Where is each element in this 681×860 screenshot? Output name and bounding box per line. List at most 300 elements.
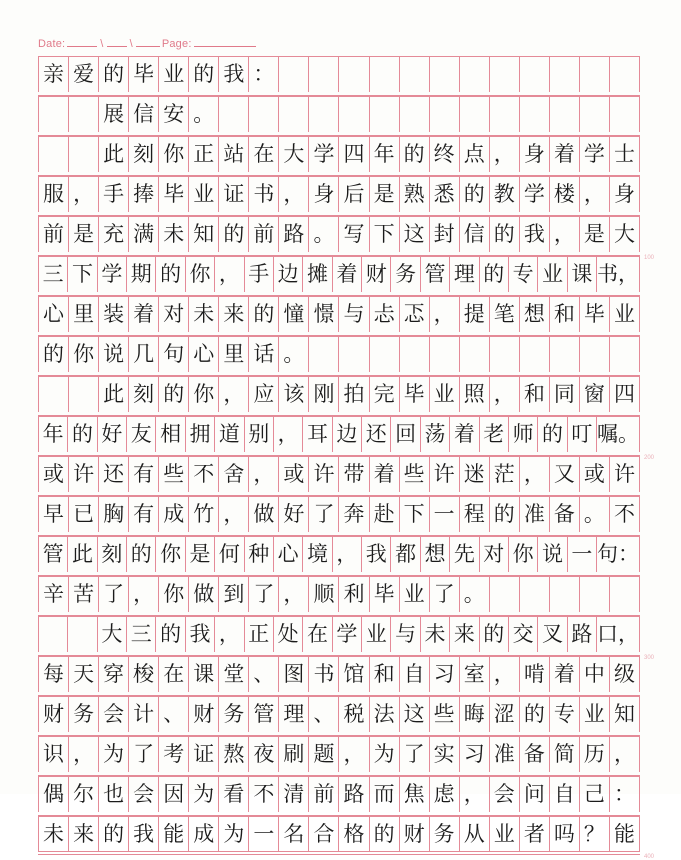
grid-cell: 处 (274, 617, 303, 652)
grid-cell: 着 (370, 457, 400, 492)
grid-cell: 天 (69, 657, 99, 692)
grid-row (38, 216, 654, 261)
grid-cell: 备 (550, 497, 580, 532)
grid-cell: 未 (189, 297, 219, 332)
grid-cell: 交 (509, 617, 538, 652)
grid-cell: 做 (189, 577, 219, 612)
grid-cell (39, 377, 69, 412)
grid-cell: 习 (460, 737, 490, 772)
grid-cell: 从 (460, 817, 490, 851)
grid-cell: ， (333, 537, 362, 572)
grid-cell: 来 (450, 617, 479, 652)
grid-cell: 你 (189, 377, 219, 412)
grid-cell: 大 (279, 137, 309, 172)
grid-cell: 下 (400, 497, 430, 532)
date-blank-day (67, 37, 97, 47)
grid-cell: ， (69, 177, 99, 212)
grid-cell (430, 97, 460, 132)
grid-cell: 与 (391, 617, 420, 652)
grid-cell: 毕 (370, 577, 400, 612)
grid-cell (400, 97, 430, 132)
grid-cell: 为 (99, 737, 129, 772)
grid-cell: 胸 (99, 497, 129, 532)
grid-cell: 与 (339, 297, 369, 332)
grid-cell: 茫 (490, 457, 520, 492)
grid-cell: 书 (249, 177, 279, 212)
grid-cells (38, 417, 640, 452)
grid-cell: 照 (460, 377, 490, 412)
grid-cell: 未 (159, 217, 189, 252)
grid-cells (38, 777, 640, 812)
grid-cell: 自 (400, 657, 430, 692)
grid-cell: 的 (156, 617, 185, 652)
grid-cell: 有 (129, 457, 159, 492)
grid-cell: 为 (219, 817, 249, 851)
grid-cell: 理 (279, 697, 309, 732)
grid-cell: 好 (279, 497, 309, 532)
grid-cells (38, 657, 640, 692)
grid-row (38, 56, 640, 92)
grid-cell: 学 (580, 137, 610, 172)
grid-cell: 、 (309, 697, 339, 732)
grid-cell: 不 (249, 777, 279, 812)
word-count-marker: 400 (643, 854, 654, 860)
grid-cell (460, 97, 490, 132)
grid-cell: 利 (339, 577, 369, 612)
grid-cell (610, 97, 640, 132)
grid-cell: 带 (339, 457, 369, 492)
grid-cell: 窗 (580, 377, 610, 412)
grid-cell: 会 (99, 697, 129, 732)
grid-cell: 的 (39, 337, 69, 372)
grid-cell: 晦 (460, 697, 490, 732)
grid-cell: 焦 (400, 777, 430, 812)
grid-cell (249, 97, 279, 132)
grid-cell: 业 (490, 817, 520, 851)
grid-cell: 还 (362, 417, 391, 452)
grid-cell: 、 (159, 697, 189, 732)
grid-cell: 友 (127, 417, 156, 452)
grid-row (38, 176, 640, 212)
grid-cell (309, 337, 339, 372)
grid-cell: 知 (189, 217, 219, 252)
grid-cell: 、 (249, 657, 279, 692)
grid-cell: 有 (129, 497, 159, 532)
grid-cell: 说 (538, 537, 567, 572)
grid-cell: 而 (370, 777, 400, 812)
grid-cell: 毕 (400, 377, 430, 412)
grid-cell: 手 (99, 177, 129, 212)
grid-cell: 些 (159, 457, 189, 492)
grid-cell: 悉 (430, 177, 460, 212)
grid-cell: 业 (580, 697, 610, 732)
grid-cell: 刻 (129, 377, 159, 412)
grid-cells (38, 457, 640, 492)
grid-cell: 室 (460, 657, 490, 692)
grid-cell: 合 (309, 817, 339, 851)
grid-cell: 虑 (430, 777, 460, 812)
grid-cell: 路 (279, 217, 309, 252)
grid-cell: 士 (610, 137, 640, 172)
grid-cell: 在 (303, 617, 332, 652)
grid-cell: 啃 (520, 657, 550, 692)
grid-row (38, 736, 640, 772)
grid-cell: 终 (430, 137, 460, 172)
grid-cell: 成 (159, 497, 189, 532)
grid-cell: 舍 (219, 457, 249, 492)
grid-cell: 己 (580, 777, 610, 812)
grid-cell: 站 (219, 137, 249, 172)
grid-cells (38, 217, 640, 252)
grid-cell (520, 337, 550, 372)
grid-cell: 我 (186, 617, 215, 652)
grid-cell: 梭 (129, 657, 159, 692)
grid-cells (38, 377, 640, 412)
grid-cell: 是 (580, 217, 610, 252)
grid-cell: 边 (274, 257, 303, 292)
grid-cell: ， (430, 297, 460, 332)
grid-cell: 师 (509, 417, 538, 452)
grid-cell: 爱 (69, 57, 99, 92)
grid-row (38, 296, 640, 332)
grid-cell: 理 (450, 257, 479, 292)
date-blank-year (136, 37, 160, 47)
grid-cell: 务 (219, 697, 249, 732)
grid-cell: ， (215, 617, 244, 652)
grid-cell: 因 (159, 777, 189, 812)
grid-cell: 财 (189, 697, 219, 732)
grid-cell: 未 (421, 617, 450, 652)
grid-cell: 许 (430, 457, 460, 492)
grid-cell: 先 (450, 537, 479, 572)
grid-cell: 馆 (339, 657, 369, 692)
grid-cell (370, 97, 400, 132)
grid-cell: 安 (159, 97, 189, 132)
grid-cell: 为 (370, 737, 400, 772)
grid-cell: 清 (279, 777, 309, 812)
grid-cell: 后 (339, 177, 369, 212)
grid-cell: 的 (480, 257, 509, 292)
grid-cell: 前 (309, 777, 339, 812)
grid-cell: 在 (159, 657, 189, 692)
grid-cell: 来 (69, 817, 99, 851)
grid-cell (370, 337, 400, 372)
grid-cell: 苦 (69, 577, 99, 612)
grid-cell: 顺 (309, 577, 339, 612)
grid-cell: 法 (370, 697, 400, 732)
grid-cell: 务 (391, 257, 420, 292)
grid-cell: 者 (520, 817, 550, 851)
grid-cells (38, 297, 640, 332)
grid-cell (610, 577, 640, 612)
grid-cell: 你 (156, 537, 185, 572)
grid-cell: 憬 (309, 297, 339, 332)
grid-cell: ， (249, 457, 279, 492)
grid-cell: 还 (99, 457, 129, 492)
grid-cell: 涩 (490, 697, 520, 732)
date-separator: \ (129, 38, 133, 50)
grid-cell: 吗 (550, 817, 580, 851)
grid-cell: ， (129, 577, 159, 612)
grid-cell: 熬 (219, 737, 249, 772)
grid-cell: 几 (129, 337, 159, 372)
grid-cell: 教 (490, 177, 520, 212)
grid-cell: 想 (520, 297, 550, 332)
grid-cell: 话 (249, 337, 279, 372)
grid-cell: 着 (129, 297, 159, 332)
grid-cell: 备 (520, 737, 550, 772)
grid-cell: 实 (430, 737, 460, 772)
grid-cell: 的 (520, 697, 550, 732)
grid-cell: 的 (219, 217, 249, 252)
grid-cell: 名 (279, 817, 309, 851)
grid-cell: 完 (370, 377, 400, 412)
grid-cell: 和 (520, 377, 550, 412)
grid-cell: 财 (39, 697, 69, 732)
grid-row (38, 696, 640, 732)
grid-cell: 笔 (490, 297, 520, 332)
grid-cell: 证 (219, 177, 249, 212)
grid-cell: 年 (370, 137, 400, 172)
grid-cell: 年 (39, 417, 68, 452)
grid-cell: 格 (339, 817, 369, 851)
grid-cell: 赴 (370, 497, 400, 532)
grid-cell: ： (249, 57, 279, 92)
grid-cell: 前 (249, 217, 279, 252)
grid-cell: 三 (39, 257, 68, 292)
date-label: Date: (38, 38, 66, 50)
grid-cell: 的 (538, 417, 567, 452)
grid-cell: 尔 (69, 777, 99, 812)
grid-cell: 的 (460, 177, 490, 212)
grid-cell: 程 (460, 497, 490, 532)
grid-cell: 课 (568, 257, 597, 292)
grid-cell: ， (69, 737, 99, 772)
grid-cell: ？ (580, 817, 610, 851)
grid-cell: 考 (159, 737, 189, 772)
grid-cell: 务 (69, 697, 99, 732)
grid-cell: 学 (520, 177, 550, 212)
grid-cell: 迷 (460, 457, 490, 492)
grid-row (38, 256, 640, 292)
word-count-marker: 300 (643, 655, 654, 661)
grid-cell: 业 (400, 577, 430, 612)
grid-cell: 业 (189, 177, 219, 212)
grid-cell: 耳 (303, 417, 332, 452)
grid-cell: 我 (129, 817, 159, 851)
grid-cell: 对 (480, 537, 509, 572)
grid-cell: 了 (309, 497, 339, 532)
grid-cell (370, 57, 400, 92)
grid-cell: 穿 (99, 657, 129, 692)
grid-cell: 捧 (129, 177, 159, 212)
grid-cell: 都 (391, 537, 420, 572)
grid-row (38, 616, 654, 661)
grid-cell: 级 (610, 657, 640, 692)
page-blank (194, 37, 256, 47)
grid-cell: ， (490, 377, 520, 412)
grid-cell: 。 (189, 97, 219, 132)
grid-row (38, 336, 640, 372)
grid-cell (460, 57, 490, 92)
grid-cell: 嘱。 (597, 417, 640, 452)
grid-cells (38, 737, 640, 772)
grid-row (38, 576, 640, 612)
grid-cell: 大 (610, 217, 640, 252)
grid-cell: 同 (550, 377, 580, 412)
grid-cell: 对 (159, 297, 189, 332)
grid-cell: 忑 (400, 297, 430, 332)
grid-cell: 正 (245, 617, 274, 652)
grid-cell (520, 97, 550, 132)
grid-cell: 一 (249, 817, 279, 851)
grid-cell: 是 (370, 177, 400, 212)
grid-cell: 老 (480, 417, 509, 452)
grid-cell: 或 (39, 457, 69, 492)
grid-cell: 着 (333, 257, 362, 292)
grid-cell: ， (279, 577, 309, 612)
grid-cell: 到 (219, 577, 249, 612)
grid-cell: 或 (279, 457, 309, 492)
grid-cell: 着 (550, 137, 580, 172)
grid-cell: 。 (580, 497, 610, 532)
grid-cell (580, 57, 610, 92)
grid-cell: ， (339, 737, 369, 772)
grid-cell: 和 (550, 297, 580, 332)
grid-cell (520, 577, 550, 612)
grid-cell: 叉 (538, 617, 567, 652)
grid-cell: 前 (39, 217, 69, 252)
grid-cell: 期 (127, 257, 156, 292)
grid-cell: 了 (249, 577, 279, 612)
grid-cell: 些 (400, 457, 430, 492)
grid-cell: 也 (99, 777, 129, 812)
grid-cell: 管 (421, 257, 450, 292)
grid-row (38, 496, 640, 532)
grid-cell (309, 97, 339, 132)
date-page-header (38, 37, 256, 50)
grid-cell: 中 (580, 657, 610, 692)
grid-cell: 学 (309, 137, 339, 172)
grid-cell: 心 (189, 337, 219, 372)
grid-cell: 刷 (279, 737, 309, 772)
grid-cell (490, 57, 520, 92)
grid-cell (279, 57, 309, 92)
grid-cell: 此 (99, 137, 129, 172)
grid-cell: 简 (550, 737, 580, 772)
grid-cell: 学 (333, 617, 362, 652)
grid-cell: 识 (39, 737, 69, 772)
grid-cell: 不 (189, 457, 219, 492)
grid-cell: 。 (309, 217, 339, 252)
grid-cell (580, 97, 610, 132)
page-label: Page: (161, 38, 192, 50)
grid-cell: 忐 (370, 297, 400, 332)
grid-cell (69, 377, 99, 412)
grid-cell: 在 (249, 137, 279, 172)
grid-cell: 里 (219, 337, 249, 372)
grid-cell: 下 (68, 257, 97, 292)
grid-cell: ， (490, 137, 520, 172)
grid-cell: 会 (490, 777, 520, 812)
grid-cell (39, 97, 69, 132)
grid-cell: 题 (309, 737, 339, 772)
grid-cell: 身 (520, 137, 550, 172)
grid-cells (38, 537, 640, 572)
grid-cell (430, 337, 460, 372)
grid-cell: 荡 (421, 417, 450, 452)
grid-cell: 信 (129, 97, 159, 132)
grid-cell: 别 (245, 417, 274, 452)
grid-cell: 我 (362, 537, 391, 572)
grid-cell: 是 (186, 537, 215, 572)
grid-cell (39, 137, 69, 172)
grid-cell: 的 (156, 257, 185, 292)
grid-cell (39, 617, 68, 652)
grid-cell: 心 (274, 537, 303, 572)
grid-cell: 句 (159, 337, 189, 372)
grid-cell: 业 (362, 617, 391, 652)
grid-cell (279, 97, 309, 132)
grid-cell: 相 (156, 417, 185, 452)
grid-cell: 的 (490, 217, 520, 252)
grid-cell: 你 (186, 257, 215, 292)
grid-cell: ， (279, 177, 309, 212)
grid-cells (38, 57, 640, 92)
grid-cell: 成 (189, 817, 219, 851)
grid-cell: 信 (460, 217, 490, 252)
grid-cell: ， (219, 497, 249, 532)
grid-cell: 好 (98, 417, 127, 452)
row-underline (38, 854, 640, 855)
grid-cell: 专 (509, 257, 538, 292)
grid-cell: 业 (538, 257, 567, 292)
grid-cell: 此 (68, 537, 97, 572)
grid-cell: 不 (610, 497, 640, 532)
date-blank-month (107, 37, 127, 47)
grid-cell: 每 (39, 657, 69, 692)
grid-cell: 财 (400, 817, 430, 851)
grid-cell: ， (215, 257, 244, 292)
grid-cell: 了 (400, 737, 430, 772)
grid-cell: 书 (309, 657, 339, 692)
grid-cell: 看 (219, 777, 249, 812)
grid-cell: 刻 (129, 137, 159, 172)
grid-cell: 身 (610, 177, 640, 212)
grid-cell: 你 (159, 577, 189, 612)
grid-cells (38, 617, 640, 652)
grid-cell: 拥 (186, 417, 215, 452)
grid-row (38, 96, 640, 132)
grid-cell: 的 (249, 297, 279, 332)
grid-cell: 种 (245, 537, 274, 572)
grid-cell: 知 (610, 697, 640, 732)
grid-cell: 心 (39, 297, 69, 332)
grid-cell (490, 577, 520, 612)
grid-cell: 提 (460, 297, 490, 332)
grid-cell: 装 (99, 297, 129, 332)
grid-cell: 自 (550, 777, 580, 812)
grid-cell: 三 (127, 617, 156, 652)
grid-cell (339, 57, 369, 92)
grid-cell (610, 57, 640, 92)
grid-row (38, 776, 640, 812)
grid-cell: 图 (279, 657, 309, 692)
grid-row (38, 376, 640, 412)
grid-cell: 历 (580, 737, 610, 772)
grid-cell: 务 (430, 817, 460, 851)
grid-cell (580, 577, 610, 612)
